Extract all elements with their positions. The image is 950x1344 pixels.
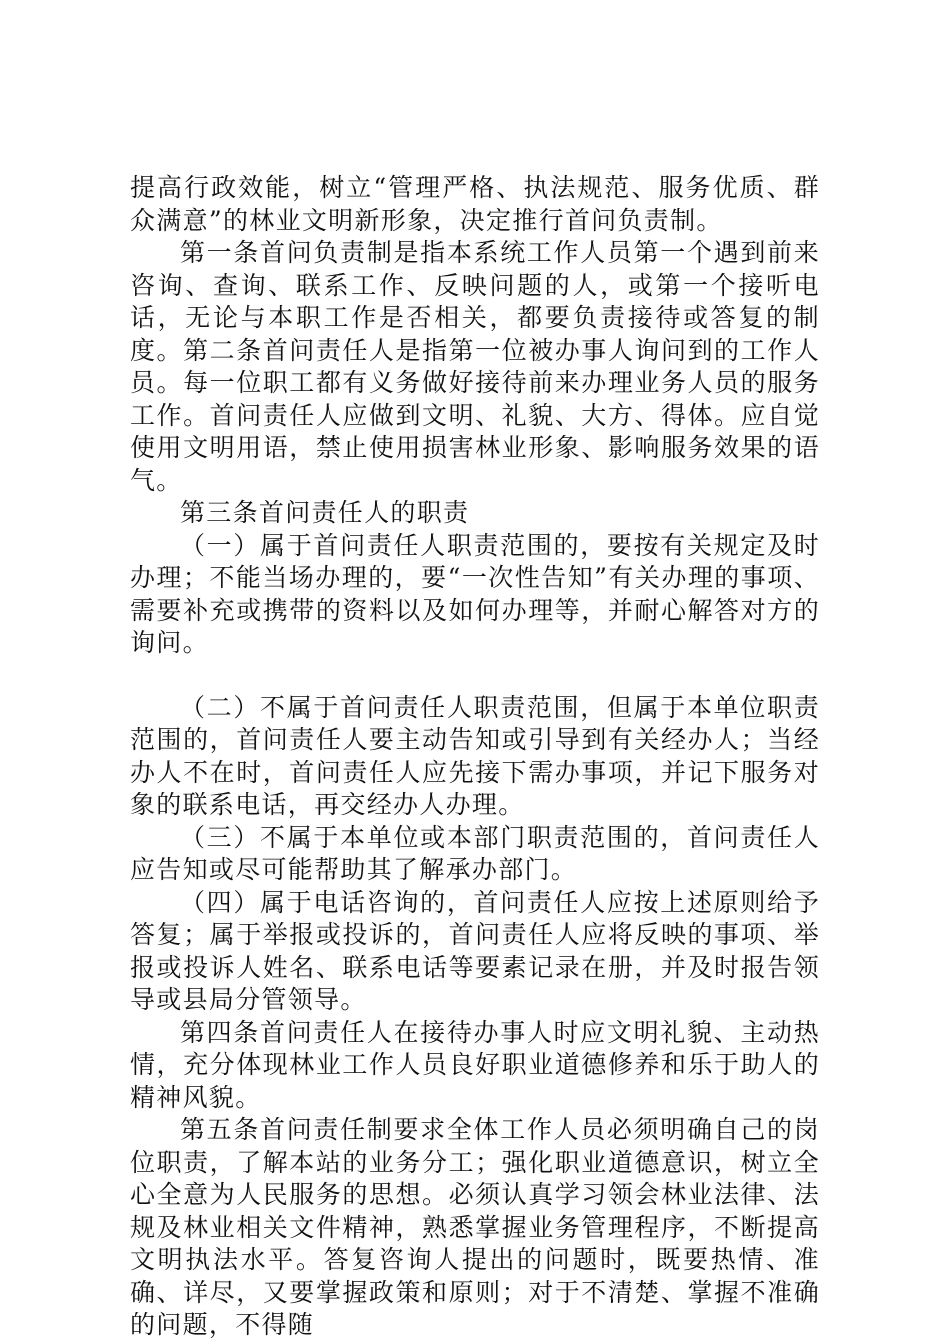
document-body (130, 172, 820, 1342)
paragraph-duty-4: （四）属于电话咨询的，首问责任人应按上述原则给予答复；属于举报或投诉的，首问责任人应将反映的事项、举报或投诉人姓名、联系电话等要素记录在册，并及时报告领导或县局分管领导。 (130, 887, 820, 1014)
paragraph-duty-2: （二）不属于首问责任人职责范围，但属于本单位职责范围的，首问责任人要主动告知或引导到有关经办人；当经办人不在时，首问责任人应先接下需办事项，并记下服务对象的联系电话，再交经办人办理。 (130, 692, 820, 819)
paragraph-article-3-heading: 第三条首问责任人的职责 (180, 498, 470, 527)
paragraph-intro: 提高行政效能，树立“管理严格、执法规范、服务优质、群众满意”的林业文明新形象，决定推行首问负责制。 (130, 173, 820, 235)
paragraph-article-4: 第四条首问责任人在接待办事人时应文明礼貌、主动热情，充分体现林业工作人员良好职业道德修养和乐于助人的精神风貌。 (130, 1017, 820, 1112)
paragraph-duty-3: （三）不属于本单位或本部门职责范围的，首问责任人应告知或尽可能帮助其了解承办部门。 (130, 822, 820, 884)
paragraph-article-5: 第五条首问责任制要求全体工作人员必须明确自己的岗位职责，了解本站的业务分工；强化职业道德意识，树立全心全意为人民服务的思想。必须认真学习领会林业法律、法规及林业相关文件精神，熟悉掌握业务管理程序，不断提高文明执法水平。答复咨询人提出的问题时，既要热情、准确、详尽，又要掌握政策和原则；对于不清楚、掌握不准确的问题，不得随 (130, 1115, 820, 1339)
paragraph-duty-1: （一）属于首问责任人职责范围的，要按有关规定及时办理；不能当场办理的，要“一次性告知”有关办理的事项、需要补充或携带的资料以及如何办理等，并耐心解答对方的询问。 (130, 530, 820, 657)
paragraph-spacer (130, 660, 820, 692)
paragraph-article-1-2: 第一条首问负责制是指本系统工作人员第一个遇到前来咨询、查询、联系工作、反映问题的人，或第一个接听电话，无论与本职工作是否相关，都要负责接待或答复的制度。第二条首问责任人是指第一位被办事人询问到的工作人员。每一位职工都有义务做好接待前来办理业务人员的服务工作。首问责任人应做到文明、礼貌、大方、得体。应自觉使用文明用语，禁止使用损害林业形象、影响服务效果的语气。 (130, 238, 820, 495)
